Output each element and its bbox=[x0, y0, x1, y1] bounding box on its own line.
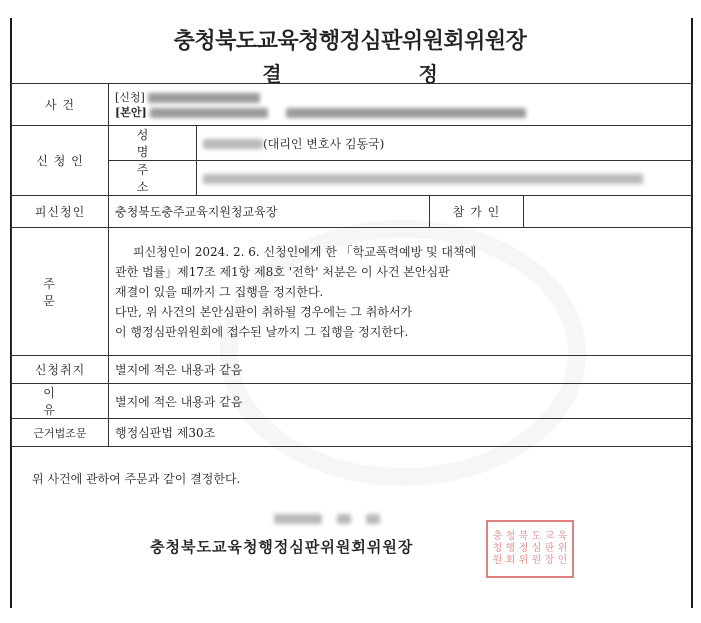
applicant-name-row bbox=[12, 126, 693, 161]
seal-character: 심 bbox=[531, 543, 542, 554]
case-label: 사 건 bbox=[12, 84, 109, 126]
decision-form-table bbox=[11, 83, 693, 447]
applicant-name-value bbox=[197, 126, 693, 161]
legal-basis-row bbox=[12, 419, 693, 447]
seal-character: 도 bbox=[531, 531, 542, 542]
order-line-4: 다만, 위 사건의 본안심판이 취하될 경우에는 그 취하서가 bbox=[115, 304, 413, 319]
document-title: 충청북도교육청행정심판위원회위원장 bbox=[173, 29, 527, 54]
official-seal-stamp bbox=[486, 520, 574, 578]
order-line-3: 재결이 있을 때까지 그 집행을 정지한다. bbox=[115, 284, 324, 299]
order-line-5: 이 행정심판위원회에 접수된 날까지 그 집행을 정지한다. bbox=[115, 324, 409, 339]
purpose-label: 신청취지 bbox=[12, 356, 109, 384]
order-text bbox=[109, 228, 693, 356]
seal-character: 정 bbox=[518, 543, 529, 554]
redacted-main-case-number bbox=[150, 108, 268, 118]
document-subtitle: 결 정 bbox=[262, 62, 438, 86]
seal-character: 북 bbox=[518, 531, 529, 542]
order-label: 주 문 bbox=[12, 228, 109, 356]
case-main-prefix: [본안] bbox=[115, 105, 147, 119]
seal-character: 행 bbox=[505, 543, 516, 554]
respondent-value: 충청북도충주교육지원청교육장 bbox=[109, 196, 430, 228]
seal-character: 청 bbox=[492, 543, 503, 554]
case-application-prefix: [신청] bbox=[115, 90, 145, 104]
redacted-decision-date bbox=[274, 508, 380, 527]
seal-character: 장 bbox=[544, 555, 555, 566]
redacted-applicant-name bbox=[203, 139, 263, 149]
legal-basis-label: 근거법조문 bbox=[12, 419, 109, 447]
seal-character: 판 bbox=[544, 543, 555, 554]
decision-statement: 위 사건에 관하여 주문과 같이 결정한다. bbox=[32, 472, 241, 486]
reason-value: 별지에 적은 내용과 같음 bbox=[109, 384, 693, 419]
seal-character: 원 bbox=[492, 555, 503, 566]
participant-label: 참 가 인 bbox=[430, 196, 524, 228]
order-line-2: 관한 법률」제17조 제1항 제8호 '전학' 처분은 이 사건 본안심판 bbox=[115, 264, 450, 279]
case-row bbox=[12, 84, 693, 126]
order-row bbox=[12, 228, 693, 356]
redacted-case-name bbox=[286, 108, 526, 118]
applicant-address-label: 주 소 bbox=[109, 161, 197, 196]
seal-character: 위 bbox=[557, 543, 568, 554]
reason-label: 이 유 bbox=[12, 384, 109, 419]
applicant-name-label: 성 명 bbox=[109, 126, 197, 161]
seal-character: 육 bbox=[557, 531, 568, 542]
seal-character: 청 bbox=[505, 531, 516, 542]
applicant-address-value bbox=[197, 161, 693, 196]
seal-character: 교 bbox=[544, 531, 555, 542]
order-line-1: 피신청인이 2024. 2. 6. 신청인에게 한 「학교폭력예방 및 대책에 bbox=[133, 244, 477, 259]
seal-character: 원 bbox=[531, 555, 542, 566]
case-value bbox=[109, 84, 693, 126]
signer-name: 충청북도교육청행정심판위원회위원장 bbox=[150, 538, 414, 556]
respondent-label: 피신청인 bbox=[12, 196, 109, 228]
applicant-address-row bbox=[12, 161, 693, 196]
applicant-agent: (대리인 변호사 김동국) bbox=[263, 136, 385, 151]
reason-row bbox=[12, 384, 693, 419]
redacted-applicant-address bbox=[203, 174, 643, 184]
purpose-row bbox=[12, 356, 693, 384]
participant-value bbox=[524, 196, 693, 228]
seal-character: 충 bbox=[492, 531, 503, 542]
case-line-application bbox=[115, 90, 686, 105]
applicant-label: 신 청 인 bbox=[12, 126, 109, 196]
purpose-value: 별지에 적은 내용과 같음 bbox=[109, 356, 693, 384]
seal-character: 위 bbox=[518, 555, 529, 566]
case-line-main bbox=[115, 105, 686, 120]
respondent-row bbox=[12, 196, 693, 228]
redacted-case-number bbox=[148, 93, 260, 103]
seal-character: 회 bbox=[505, 555, 516, 566]
seal-character: 인 bbox=[557, 555, 568, 566]
legal-basis-value: 행정심판법 제30조 bbox=[109, 419, 693, 447]
